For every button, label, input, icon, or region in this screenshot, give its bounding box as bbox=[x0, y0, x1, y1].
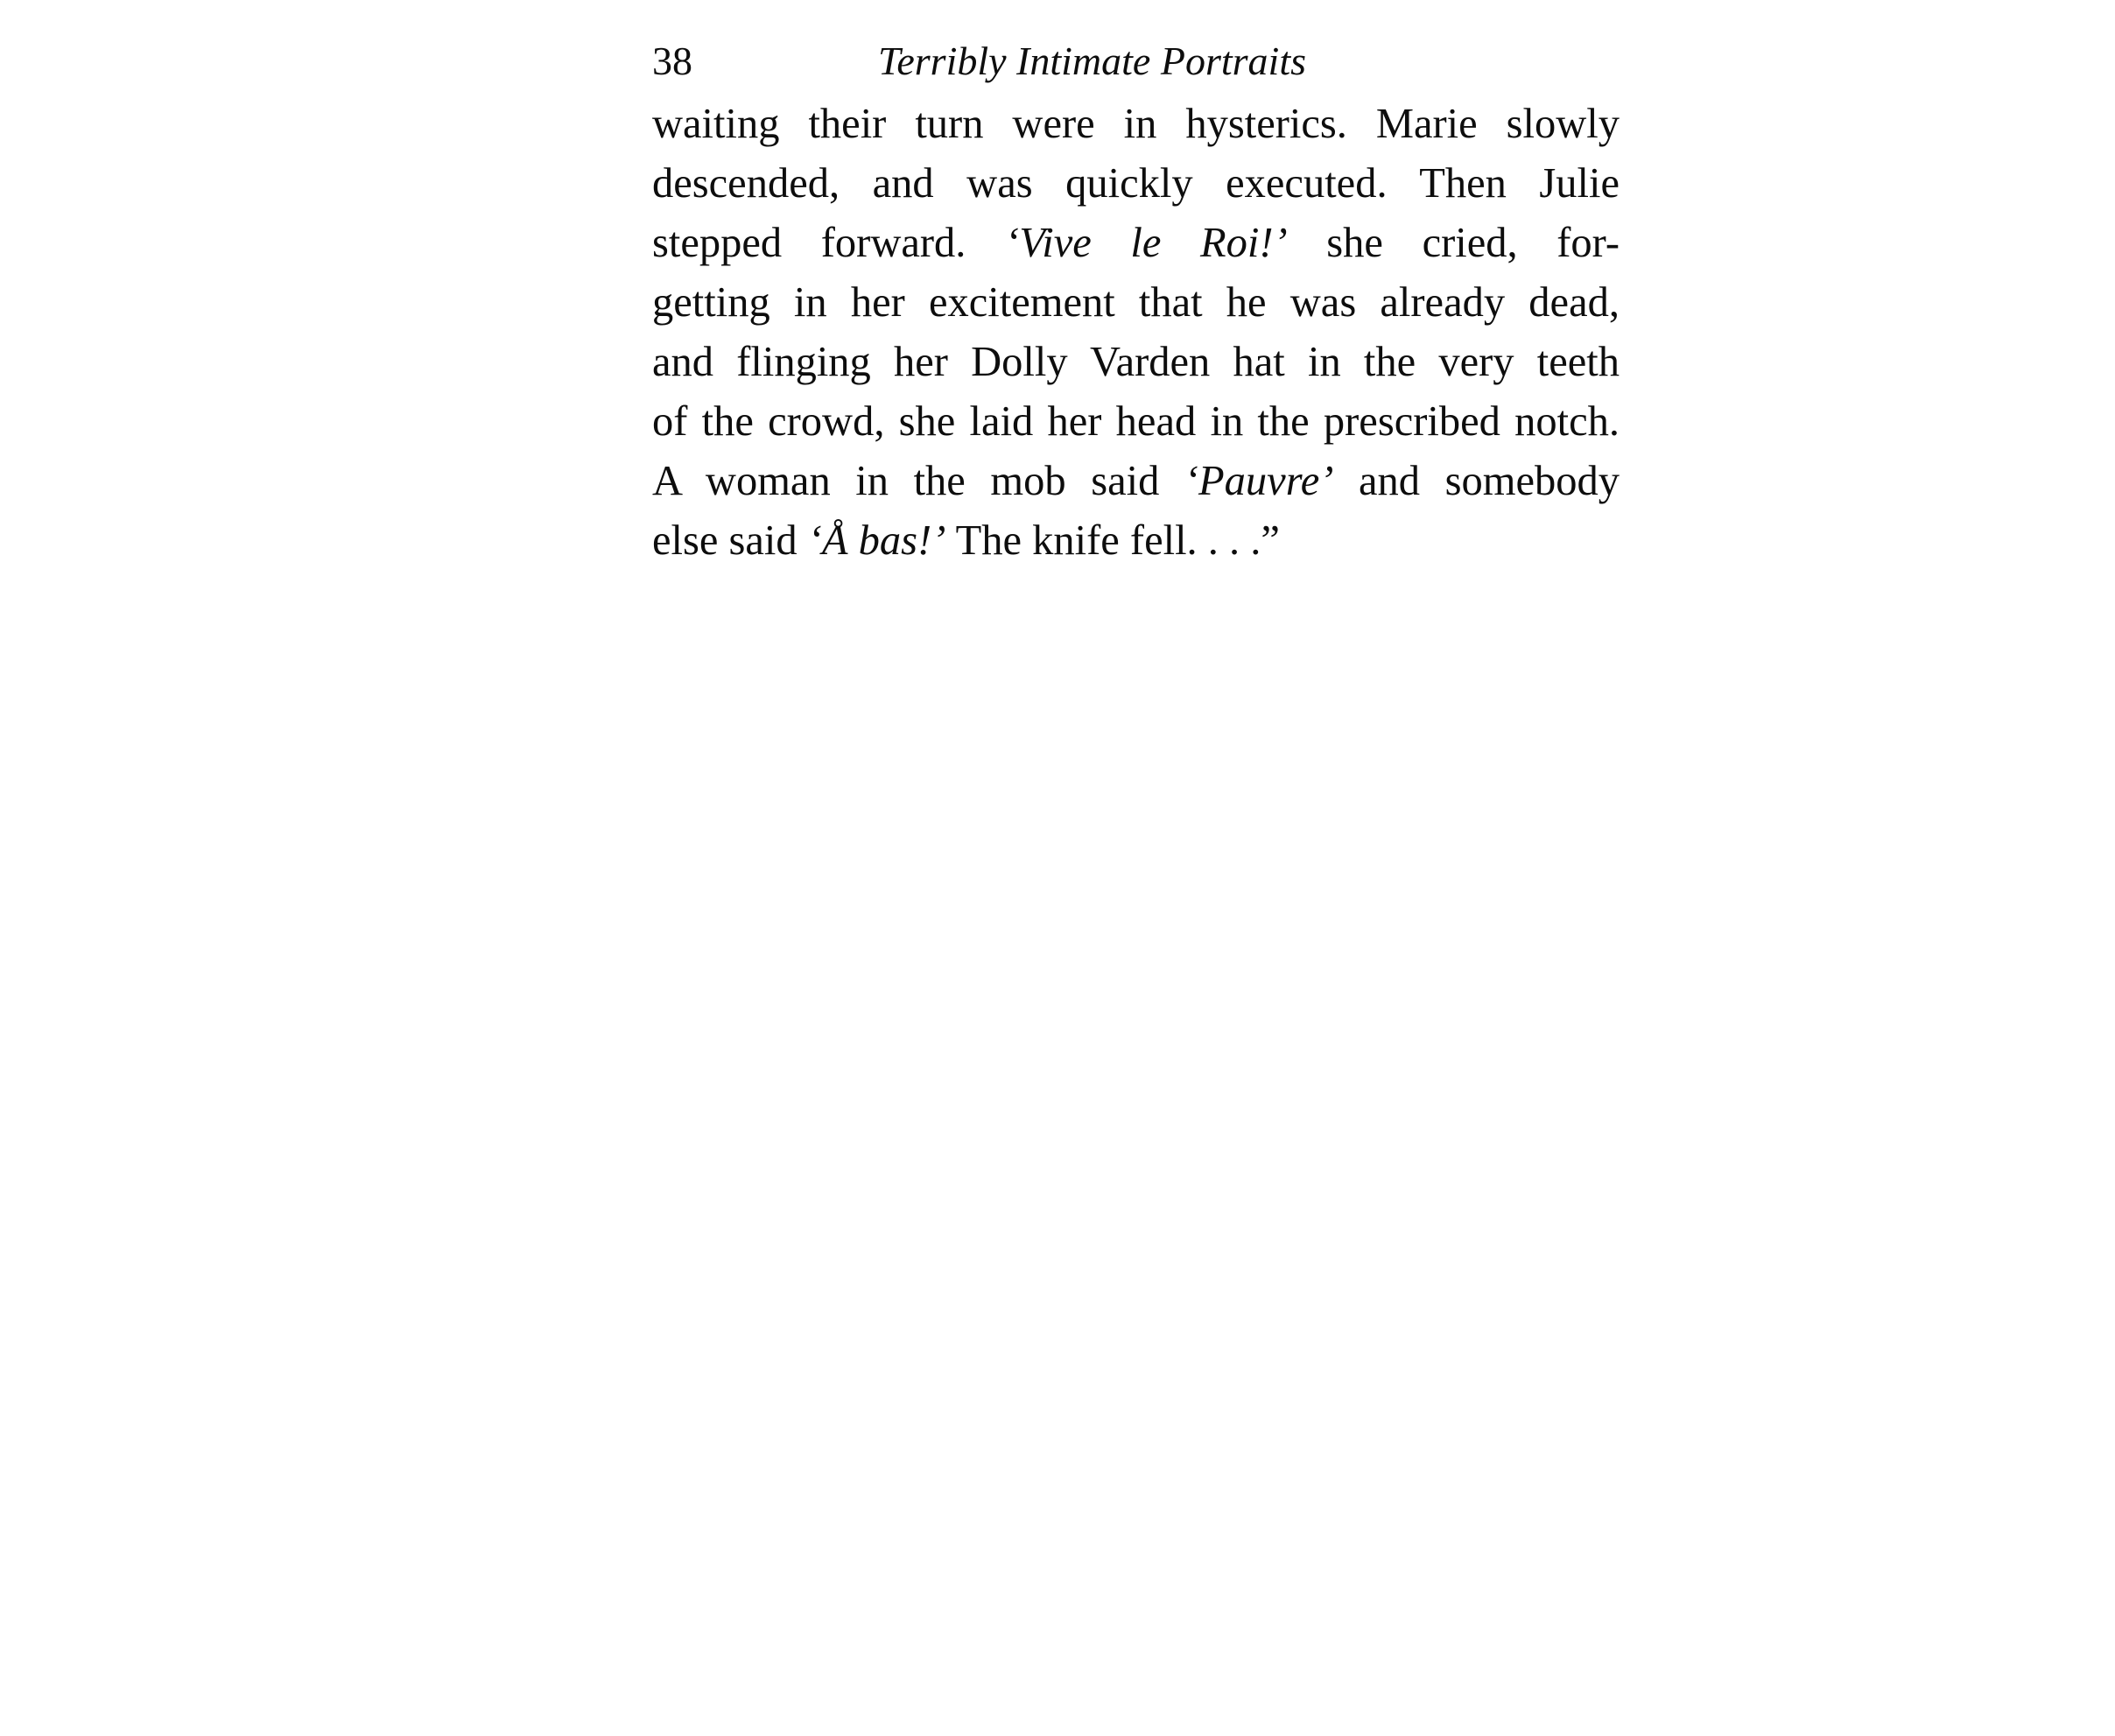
text-line: stepped forward. ‘Vive le Roi!’ she cried, for- bbox=[652, 220, 1620, 266]
body-text bbox=[652, 95, 1620, 571]
french-phrase: ‘Å bas!’ bbox=[807, 517, 946, 564]
running-title: Terribly Intimate Portraits bbox=[878, 39, 1306, 83]
page-number: 38 bbox=[652, 39, 692, 83]
text-line: getting in her excitement that he was already dead, bbox=[652, 279, 1620, 326]
text-line: descended, and was quickly executed. Then Julie bbox=[652, 160, 1620, 207]
text-line: waiting their turn were in hysterics. Marie slowly bbox=[652, 101, 1620, 147]
text-line: of the crowd, she laid her head in the prescribed notch. bbox=[652, 398, 1620, 445]
french-phrase: ‘Vive le Roi!’ bbox=[1005, 220, 1288, 266]
book-page bbox=[652, 32, 1620, 571]
french-phrase: ‘Pauvre’ bbox=[1184, 458, 1334, 504]
text-line: and flinging her Dolly Varden hat in the very teeth bbox=[652, 339, 1620, 385]
text-line: else said ‘Å bas!’ The knife fell. . . .” bbox=[652, 517, 1280, 564]
text-line: A woman in the mob said ‘Pauvre’ and somebody bbox=[652, 458, 1620, 504]
running-head bbox=[652, 32, 1620, 91]
